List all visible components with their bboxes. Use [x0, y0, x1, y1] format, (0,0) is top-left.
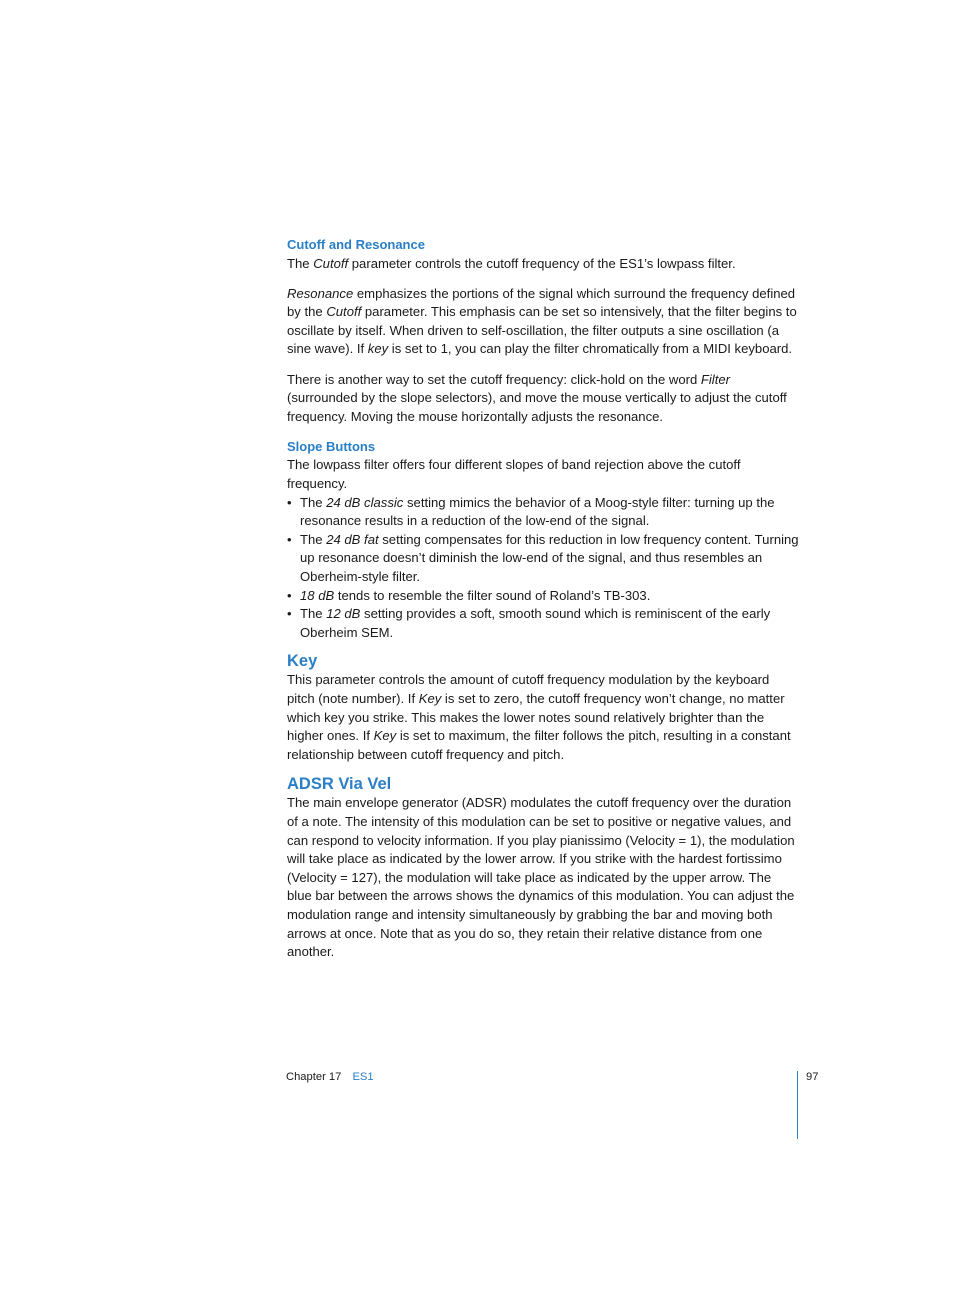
- param-name: Cutoff: [326, 304, 362, 320]
- list-item: [287, 531, 799, 587]
- slope-buttons-heading: Slope Buttons: [287, 438, 376, 454]
- adsr-paragraph: The main envelope generator (ADSR) modulates the cutoff frequency over the duration of a note. The intensity of this modulation can be set to positive or negative values, and can respond to velocity information. If you play pianissimo (Velocity = 1), the modulation will take place as indicated by the lower arrow. If you strike with the hardest fortissimo (Velocity = 127), the modulation will take place as indicated by the upper arrow. The blue bar between the arrows shows the dynamics of this modulation. You can adjust the modulation range and intensity simultaneously by grabbing the bar and moving both arrows at once. Note that as you do so, they retain their relative distance from one another.: [287, 795, 795, 960]
- page-body: [287, 236, 799, 962]
- key-heading: Key: [287, 652, 318, 671]
- list-item: [287, 587, 799, 606]
- text-run: setting provides a soft, smooth sound which is reminiscent of the early Oberheim SEM.: [300, 606, 771, 640]
- text-run: tends to resemble the filter sound of Roland’s TB-303.: [334, 587, 651, 603]
- text-run: There is another way to set the cutoff frequency: click-hold on the word: [287, 371, 701, 387]
- key-paragraph: [287, 671, 799, 764]
- param-name: Resonance: [287, 285, 354, 301]
- text-run: The: [300, 531, 327, 547]
- param-name: Filter: [700, 371, 730, 387]
- cutoff-paragraph: [287, 255, 799, 274]
- text-run: (surrounded by the slope selectors), and move the mouse vertically to adjust the cutoff frequency. Moving the mouse horizontally adjusts the resonance.: [287, 390, 787, 424]
- slope-intro: The lowpass filter offers four different slopes of band rejection above the cutoff frequency.: [287, 457, 741, 492]
- text-run: is set to zero, the cutoff frequency won’t change, no matter which key you strike. This makes the lower notes sound relatively brighter than the higher ones. If: [287, 690, 785, 744]
- text-run: emphasizes the portions of the signal which surround the frequency defined by the: [287, 285, 796, 320]
- footer-divider: [797, 1071, 798, 1139]
- list-item: [287, 605, 799, 642]
- text-run: parameter controls the cutoff frequency of the ES1’s lowpass filter.: [348, 255, 736, 271]
- text-run: setting compensates for this reduction in low frequency content. Turning up resonance doesn’t diminish the low-end of the signal, and thus resembles an Oberheim-style filter.: [300, 531, 799, 584]
- param-name: 18 dB: [300, 587, 335, 603]
- param-name: key: [367, 341, 389, 357]
- list-item: [287, 494, 799, 531]
- chapter-label: Chapter 17: [286, 1071, 342, 1083]
- resonance-paragraph: [287, 285, 799, 359]
- text-run: The: [300, 606, 327, 622]
- footer-chapter: [286, 1069, 374, 1085]
- text-run: is set to maximum, the filter follows the pitch, resulting in a constant relationship between cutoff frequency and pitch.: [287, 728, 791, 762]
- text-run: This parameter controls the amount of cutoff frequency modulation by the keyboard pitch (note number). If: [287, 672, 770, 706]
- param-name: Cutoff: [313, 255, 349, 271]
- param-name: Key: [418, 690, 442, 706]
- text-run: The: [287, 255, 314, 271]
- slope-list: [287, 494, 799, 643]
- text-run: is set to 1, you can play the filter chromatically from a MIDI keyboard.: [388, 341, 793, 357]
- text-run: The: [300, 494, 327, 510]
- param-name: 12 dB: [326, 606, 361, 622]
- page-number: 97: [806, 1071, 819, 1083]
- filter-click-paragraph: [287, 371, 799, 427]
- param-name: 24 dB fat: [326, 531, 379, 547]
- param-name: 24 dB classic: [326, 494, 404, 510]
- chapter-name: ES1: [352, 1071, 374, 1083]
- adsr-via-vel-heading: ADSR Via Vel: [287, 775, 392, 794]
- param-name: Key: [373, 728, 397, 744]
- text-run: parameter. This emphasis can be set so intensively, that the filter begins to oscillate by itself. When driven to self-oscillation, the filter outputs a sine oscillation (a sine wave). If: [287, 304, 797, 357]
- text-run: setting mimics the behavior of a Moog-style filter: turning up the resonance results in a reduction of the low-end of the signal.: [300, 494, 775, 529]
- cutoff-resonance-heading: Cutoff and Resonance: [287, 237, 425, 252]
